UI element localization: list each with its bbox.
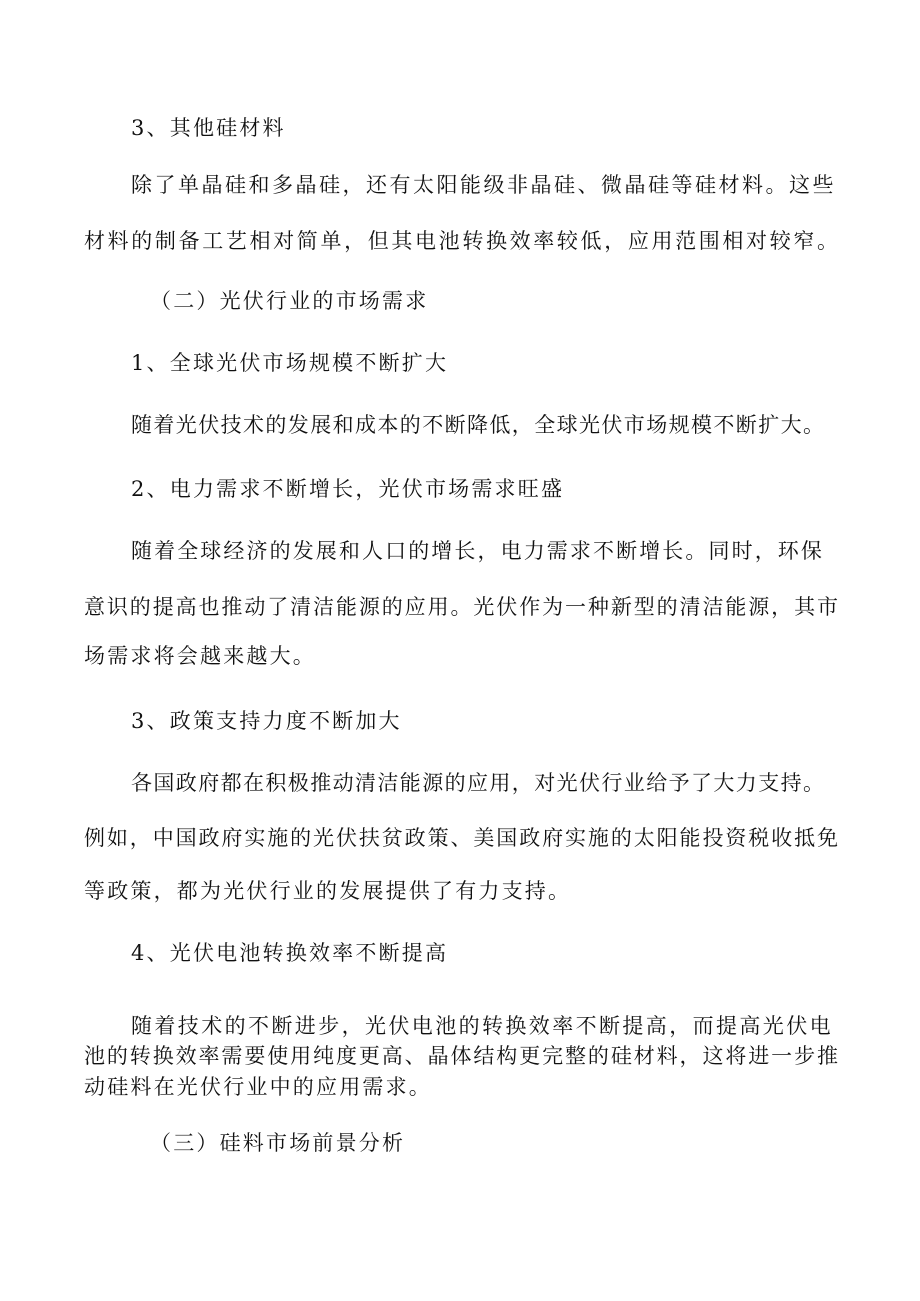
- heading-global-market: 1、全球光伏市场规模不断扩大: [131, 351, 449, 375]
- paragraph-line: 场需求将会越来越大。: [84, 644, 316, 668]
- paragraph-line: 例如，中国政府实施的光伏扶贫政策、美国政府实施的太阳能投资税收抵免: [84, 826, 838, 850]
- paragraph-line: 各国政府都在积极推动清洁能源的应用，对光伏行业给予了大力支持。: [131, 771, 826, 795]
- paragraph-line: 材料的制备工艺相对简单，但其电池转换效率较低，应用范围相对较窄。: [84, 229, 838, 253]
- heading-other-silicon-materials: 3、其他硅材料: [131, 116, 286, 140]
- paragraph-line: 动硅料在光伏行业中的应用需求。: [84, 1075, 432, 1099]
- paragraph-line: 池的转换效率需要使用纯度更高、晶体结构更完整的硅材料，这将进一步推: [84, 1044, 838, 1068]
- heading-policy-support: 3、政策支持力度不断加大: [131, 709, 402, 733]
- section-heading-silicon-outlook: （三）硅料市场前景分析: [150, 1131, 406, 1155]
- section-heading-market-demand: （二）光伏行业的市场需求: [150, 289, 429, 313]
- paragraph-line: 随着光伏技术的发展和成本的不断降低，全球光伏市场规模不断扩大。: [131, 413, 826, 437]
- paragraph-line: 随着全球经济的发展和人口的增长，电力需求不断增长。同时，环保: [131, 539, 824, 563]
- paragraph-line: 随着技术的不断进步，光伏电池的转换效率不断提高，而提高光伏电: [131, 1014, 833, 1038]
- heading-cell-efficiency: 4、光伏电池转换效率不断提高: [131, 941, 449, 965]
- paragraph-line: 意识的提高也推动了清洁能源的应用。光伏作为一种新型的清洁能源，其市: [84, 595, 838, 619]
- heading-power-demand: 2、电力需求不断增长，光伏市场需求旺盛: [131, 477, 565, 501]
- paragraph-line: 除了单晶硅和多晶硅，还有太阳能级非晶硅、微晶硅等硅材料。这些: [131, 173, 836, 197]
- paragraph-line: 等政策，都为光伏行业的发展提供了有力支持。: [84, 879, 572, 903]
